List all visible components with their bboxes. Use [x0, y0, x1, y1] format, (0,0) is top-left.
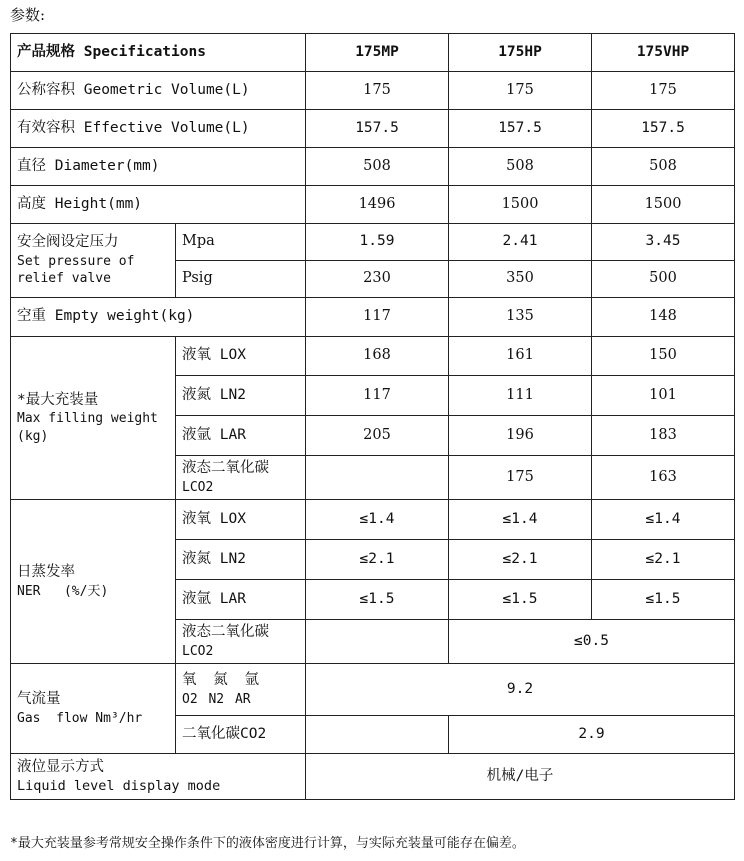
sub-label: 二氧化碳CO2 — [176, 716, 306, 754]
row-label: 有效容积 Effective Volume(L) — [11, 110, 306, 148]
value-cell: 150 — [592, 337, 735, 376]
sub-label — [176, 456, 306, 500]
row-relief-mpa — [11, 224, 735, 261]
value-cell: 机械/电子 — [306, 754, 735, 800]
value-cell: 230 — [306, 261, 449, 298]
value-cell: 3.45 — [592, 224, 735, 261]
sub-label-en: LCO2 — [182, 643, 214, 659]
value-cell: 175 — [592, 72, 735, 110]
row-label: 空重 Empty weight(kg) — [11, 298, 306, 337]
relief-label-en1: Set pressure of — [17, 253, 135, 269]
row-label: 公称容积 Geometric Volume(L) — [11, 72, 306, 110]
header-row — [11, 34, 735, 72]
value-cell: 205 — [306, 416, 449, 456]
value-cell: ≤0.5 — [449, 620, 735, 664]
value-cell: 2.41 — [449, 224, 592, 261]
row-display-mode — [11, 754, 735, 800]
value-cell: 148 — [592, 298, 735, 337]
sub-label: 液氧 LOX — [176, 337, 306, 376]
sub-label: 液氮 LN2 — [176, 376, 306, 416]
sub-label: 液氩 LAR — [176, 416, 306, 456]
empty-cell — [306, 716, 449, 754]
sub-label — [176, 620, 306, 664]
unit-mpa: Mpa — [176, 224, 306, 261]
gas-flow-label — [11, 664, 176, 754]
sub-label: 液氮 LN2 — [176, 540, 306, 580]
value-cell: 1500 — [449, 186, 592, 224]
value-cell: ≤1.5 — [449, 580, 592, 620]
relief-label-en2: relief valve — [17, 271, 111, 287]
ner-label-en: NER (%/天) — [17, 583, 109, 599]
empty-cell — [306, 620, 449, 664]
value-cell: 135 — [449, 298, 592, 337]
display-mode-label — [11, 754, 306, 800]
max-filling-label-cn: *最大充装量 — [17, 391, 99, 408]
value-cell: 508 — [306, 148, 449, 186]
spec-table — [10, 33, 735, 800]
value-cell: ≤1.4 — [306, 500, 449, 540]
value-cell: ≤1.5 — [306, 580, 449, 620]
sub-label: 液氩 LAR — [176, 580, 306, 620]
gas-flow-label-cn: 气流量 — [17, 690, 61, 707]
relief-label-cn: 安全阀设定压力 — [17, 234, 119, 251]
model-175vhp: 175VHP — [592, 34, 735, 72]
value-cell: 350 — [449, 261, 592, 298]
value-cell: 163 — [592, 456, 735, 500]
value-cell: 196 — [449, 416, 592, 456]
value-cell: 175 — [449, 456, 592, 500]
row-label: 直径 Diameter(mm) — [11, 148, 306, 186]
value-cell: 101 — [592, 376, 735, 416]
value-cell: 183 — [592, 416, 735, 456]
sub-label: 液氧 LOX — [176, 500, 306, 540]
row-ner-lox — [11, 500, 735, 540]
section-caption: 参数: — [10, 6, 46, 24]
value-cell: 161 — [449, 337, 592, 376]
value-cell: 111 — [449, 376, 592, 416]
value-cell: 1500 — [592, 186, 735, 224]
value-cell: 9.2 — [306, 664, 735, 716]
row-diameter — [11, 148, 735, 186]
sub-label-cn: 液态二氧化碳 — [182, 623, 269, 640]
value-cell: 2.9 — [449, 716, 735, 754]
value-cell: ≤2.1 — [306, 540, 449, 580]
row-geometric-volume — [11, 72, 735, 110]
display-mode-label-en: Liquid level display mode — [17, 778, 221, 795]
gas-flow-label-en: Gas flow Nm³/hr — [17, 710, 143, 726]
row-height — [11, 186, 735, 224]
value-cell: 175 — [449, 72, 592, 110]
value-cell: 168 — [306, 337, 449, 376]
max-filling-label-en1: Max filling weight — [17, 411, 158, 427]
sub-label-en: O2 N2 AR — [182, 691, 251, 707]
sub-label — [176, 664, 306, 716]
row-max-lox — [11, 337, 735, 376]
value-cell: 508 — [449, 148, 592, 186]
value-cell: 117 — [306, 376, 449, 416]
value-cell: ≤2.1 — [449, 540, 592, 580]
footnote: *最大充装量参考常规安全操作条件下的液体密度进行计算，与实际充装量可能存在偏差。 — [10, 836, 525, 851]
value-cell: 157.5 — [449, 110, 592, 148]
display-mode-label-cn: 液位显示方式 — [17, 758, 104, 775]
value-cell: 1496 — [306, 186, 449, 224]
value-cell: ≤1.4 — [592, 500, 735, 540]
value-cell: 117 — [306, 298, 449, 337]
max-filling-label-en2: (kg) — [17, 428, 49, 444]
relief-label — [11, 224, 176, 298]
value-cell: 500 — [592, 261, 735, 298]
value-cell: ≤1.4 — [449, 500, 592, 540]
value-cell: ≤1.5 — [592, 580, 735, 620]
row-empty-weight — [11, 298, 735, 337]
row-gas-o2n2ar — [11, 664, 735, 716]
value-cell — [306, 456, 449, 500]
ner-label — [11, 500, 176, 664]
max-filling-label — [11, 337, 176, 500]
model-175hp: 175HP — [449, 34, 592, 72]
sub-label-cn: 液态二氧化碳 — [182, 459, 269, 476]
value-cell: 157.5 — [306, 110, 449, 148]
row-effective-volume — [11, 110, 735, 148]
value-cell: ≤2.1 — [592, 540, 735, 580]
value-cell: 508 — [592, 148, 735, 186]
model-175mp: 175MP — [306, 34, 449, 72]
spec-header: 产品规格 Specifications — [11, 34, 306, 72]
row-label: 高度 Height(mm) — [11, 186, 306, 224]
sub-label-en: LCO2 — [182, 479, 214, 495]
value-cell: 1.59 — [306, 224, 449, 261]
ner-label-cn: 日蒸发率 — [17, 563, 75, 580]
sub-label-cn: 氧 氮 氩 — [182, 671, 263, 688]
unit-psig: Psig — [176, 261, 306, 298]
value-cell: 175 — [306, 72, 449, 110]
value-cell: 157.5 — [592, 110, 735, 148]
